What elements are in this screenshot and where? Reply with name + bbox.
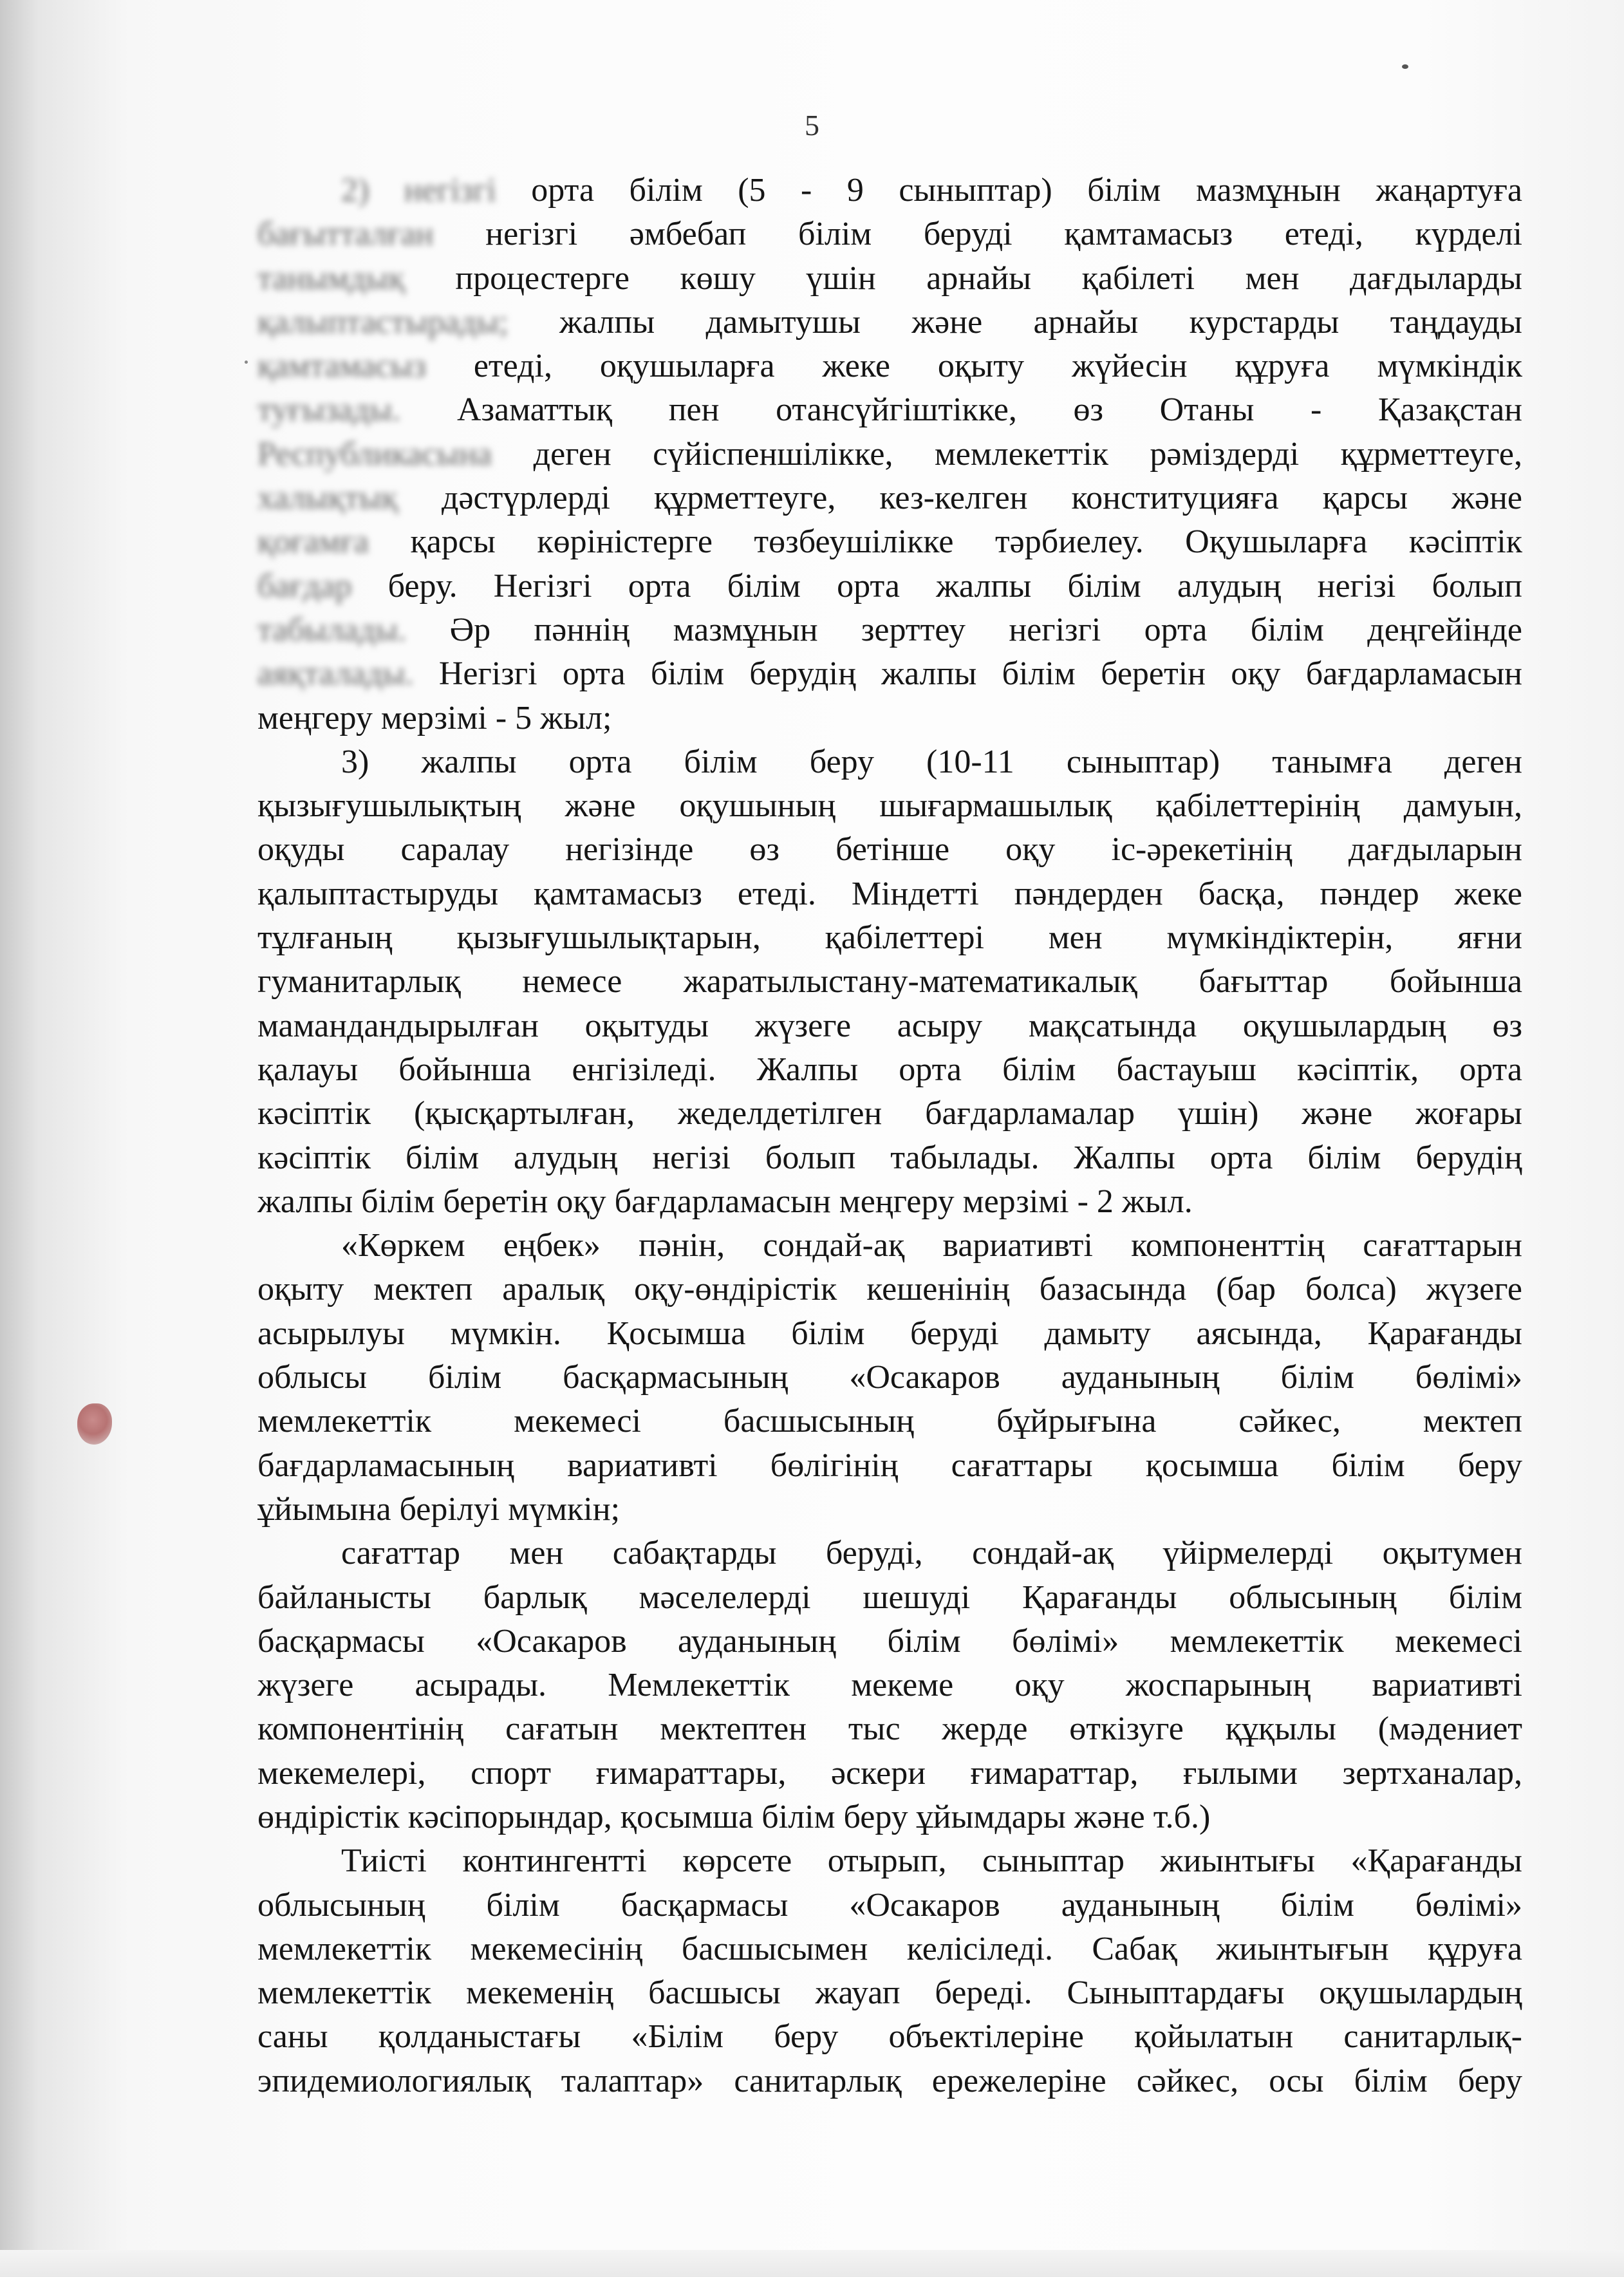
text-segment: қарсы көріністерге төзбеушілікке тәрбиелеу. Оқушыларға кәсіптік (369, 523, 1522, 561)
text-segment: облысы білім басқармасының «Осакаров ауданының білім бөлімі» (257, 1359, 1522, 1396)
speck-mark (245, 361, 248, 364)
text-segment: етеді, оқушыларға жеке оқыту жүйесін құруға мүмкіндік (425, 348, 1522, 385)
paragraph-p2 (257, 740, 1522, 1224)
text-segment: Азаматтық пен отансүйгіштікке, өз Отаны - Қазақстан (400, 391, 1522, 429)
text-line (257, 916, 1522, 960)
text-line (257, 1532, 1522, 1575)
redacted-text-segment: халықтық (257, 480, 398, 517)
text-segment: қызығушылықтың және оқушының шығармашылық қабілеттерінің дамуын, (257, 787, 1522, 825)
text-segment: мемлекеттік мекемесінің басшысымен келісіледі. Сабақ жиынтығын құруға (257, 1930, 1522, 1967)
text-line (257, 1488, 1522, 1532)
text-line (257, 1356, 1522, 1400)
document-body (257, 169, 1522, 2103)
text-segment: оқуды саралау негізінде өз бетінше оқу іс-әрекетінің дағдыларын (257, 831, 1522, 868)
page-number: 5 (805, 109, 819, 142)
text-segment: «Көркем еңбек» пәнін, сондай-ақ вариативті компоненттің сағаттарын (341, 1227, 1522, 1264)
text-line (257, 212, 1522, 256)
text-line (257, 388, 1522, 432)
text-line (257, 740, 1522, 784)
text-line (257, 433, 1522, 476)
text-segment: кәсіптік (қысқартылған, жеделдетілген бағдарламалар үшін) және жоғары (257, 1095, 1522, 1132)
text-line (257, 1400, 1522, 1443)
text-segment: меңгеру мерзімі - 5 жыл; (257, 699, 612, 736)
text-segment: жүзеге асырады. Мемлекеттік мекеме оқу жоспарының вариативті (257, 1667, 1522, 1704)
text-segment: тұлғаның қызығушылықтарын, қабілеттері мен мүмкіндіктерін, яғни (257, 919, 1522, 957)
text-line (257, 1444, 1522, 1488)
text-segment: сағаттар мен сабақтарды беруді, сондай-ақ үйірмелерді оқытумен (341, 1535, 1522, 1572)
redacted-text-segment: қоғамға (257, 523, 369, 561)
text-line (257, 872, 1522, 916)
text-segment: мамандандырылған оқытуды жүзеге асыру мақсатында оқушылардың өз (257, 1007, 1522, 1044)
text-segment: асырылуы мүмкін. Қосымша білім беруді дамыту аясында, Қарағанды (257, 1315, 1522, 1352)
text-line (257, 1312, 1522, 1356)
text-segment: саны қолданыстағы «Білім беру объектілеріне қойылатын санитарлық- (257, 2018, 1522, 2056)
text-line (257, 1092, 1522, 1136)
text-segment: кәсіптік білім алудың негізі болып табылады. Жалпы орта білім берудің (257, 1139, 1522, 1176)
text-line (257, 1620, 1522, 1663)
text-segment: Тиісті контингентті көрсете отырып, сыныптар жиынтығы «Қарағанды (341, 1842, 1522, 1880)
text-line (257, 1180, 1522, 1224)
redacted-text-segment: аяқталады. (257, 655, 414, 693)
text-segment: эпидемиологиялық талаптар» санитарлық ережелеріне сәйкес, осы білім беру (257, 2062, 1522, 2099)
text-segment: мекемелері, спорт ғимараттары, әскери ғимараттар, ғылыми зертханалар, (257, 1754, 1522, 1792)
redacted-text-segment: 2) негізгі (341, 172, 496, 209)
scan-bottom-edge (0, 2250, 1624, 2277)
text-segment: өндірістік кәсіпорындар, қосымша білім беру ұйымдары және т.б.) (257, 1798, 1211, 1835)
text-line (257, 169, 1522, 212)
text-segment: деген сүйіспеншілікке, мемлекеттік рәміздерді құрметтеуге, (492, 435, 1522, 473)
redacted-text-segment: Республикасына (257, 435, 492, 473)
text-line (257, 608, 1522, 652)
text-segment: процестерге көшу үшін арнайы қабілеті мен дағдыларды (404, 259, 1522, 297)
paragraph-p1 (257, 169, 1522, 740)
text-line (257, 1795, 1522, 1839)
text-line (257, 960, 1522, 1004)
text-line (257, 1927, 1522, 1971)
text-line (257, 1752, 1522, 1795)
text-segment: компонентінің сағатын мектептен тыс жерде өткізуге құқылы (мәдениет (257, 1710, 1522, 1748)
paragraph-p3 (257, 1224, 1522, 1532)
text-line (257, 828, 1522, 872)
text-segment: мемлекеттік мекемесі басшысының бұйрығына сәйкес, мектеп (257, 1403, 1522, 1440)
text-segment: Негізгі орта білім берудің жалпы білім беретін оқу бағдарламасын (413, 655, 1522, 693)
text-line (257, 1576, 1522, 1620)
text-segment: беру. Негізгі орта білім орта жалпы білім алудың негізі болып (351, 567, 1522, 604)
text-line (257, 344, 1522, 388)
text-segment: дәстүрлерді құрметтеуге, кез-келген конституцияға қарсы және (397, 480, 1522, 517)
text-line (257, 257, 1522, 301)
text-segment: гуманитарлық немесе жаратылыстану-математикалық бағыттар бойынша (257, 963, 1522, 1000)
redacted-text-segment: қамтамасыз (257, 348, 426, 385)
text-line (257, 520, 1522, 564)
text-line (257, 1884, 1522, 1927)
text-segment: 3) жалпы орта білім беру (10-11 сыныптар) танымға деген (341, 743, 1522, 780)
text-segment: облысының білім басқармасы «Осакаров ауданының білім бөлімі» (257, 1886, 1522, 1924)
text-segment: орта білім (5 - 9 сыныптар) білім мазмұнын жаңартуға (496, 172, 1522, 209)
speck-mark (1402, 64, 1408, 69)
text-segment: жалпы дамытушы және арнайы курстарды таңдауды (508, 303, 1522, 341)
text-line (257, 1663, 1522, 1707)
text-line (257, 1839, 1522, 1883)
redacted-text-segment: қалыптастырады; (257, 303, 509, 341)
redacted-text-segment: бағытталған (257, 216, 434, 253)
text-segment: негізгі әмбебап білім беруді қамтамасыз етеді, күрделі (433, 216, 1522, 253)
text-line (257, 784, 1522, 828)
paragraph-p5 (257, 1839, 1522, 2103)
redacted-text-segment: бағдар (257, 567, 352, 604)
text-segment: ұйымына берілуі мүмкін; (257, 1490, 621, 1528)
text-segment: жалпы білім беретін оқу бағдарламасын меңгеру мерзімі - 2 жыл. (257, 1183, 1193, 1220)
text-segment: оқыту мектеп аралық оқу-өндірістік кешенінің базасында (бар болса) жүзеге (257, 1271, 1522, 1308)
text-segment: Әр пәннің мазмұнын зерттеу негізгі орта білім деңгейінде (406, 611, 1522, 648)
redacted-text-segment: танымдық (257, 259, 405, 297)
text-line (257, 1004, 1522, 1048)
text-line (257, 565, 1522, 608)
text-segment: мемлекеттік мекеменің басшысы жауап береді. Сыныптардағы оқушылардың (257, 1974, 1522, 2012)
paragraph-p4 (257, 1532, 1522, 1839)
text-line (257, 697, 1522, 740)
text-segment: қалыптастыруды қамтамасыз етеді. Міндетті пәндерден басқа, пәндер жеке (257, 875, 1522, 912)
text-segment: байланысты барлық мәселелерді шешуді Қарағанды облысының білім (257, 1579, 1522, 1616)
text-line (257, 1048, 1522, 1092)
redacted-text-segment: туғызады. (257, 391, 401, 429)
text-line (257, 1136, 1522, 1180)
text-line (257, 652, 1522, 696)
text-line (257, 1268, 1522, 1311)
redacted-text-segment: табылады. (257, 611, 407, 648)
text-segment: бағдарламасының вариативті бөлігінің сағаттары қосымша білім беру (257, 1447, 1522, 1484)
text-line (257, 301, 1522, 344)
text-line (257, 2015, 1522, 2059)
text-line (257, 1224, 1522, 1268)
text-line (257, 2059, 1522, 2103)
text-line (257, 1707, 1522, 1751)
text-line (257, 1971, 1522, 2015)
text-segment: басқармасы «Осакаров ауданының білім бөлімі» мемлекеттік мекемесі (257, 1622, 1522, 1660)
text-line (257, 476, 1522, 520)
text-segment: қалауы бойынша енгізіледі. Жалпы орта білім бастауыш кәсіптік, орта (257, 1051, 1522, 1088)
